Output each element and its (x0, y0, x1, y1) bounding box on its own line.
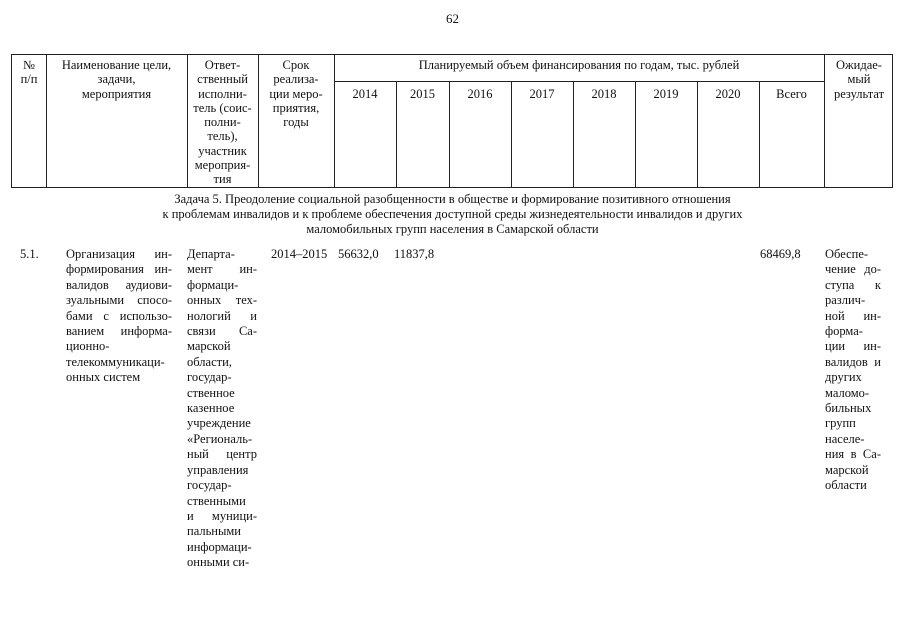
header-term: Срок реализа- ции меро- приятия, годы (269, 58, 323, 130)
row-responsible-line: учреждение (187, 416, 251, 431)
row-name-line: ванием информа- (66, 324, 172, 339)
row-result-line: валидов и (825, 354, 881, 369)
year-total: Всего (776, 87, 807, 101)
year-2015: 2015 (410, 87, 435, 101)
row-responsible (187, 247, 257, 571)
row-responsible-line: нологий и (187, 308, 257, 323)
row-result-line: различ- (825, 293, 866, 308)
year-2014: 2014 (352, 87, 378, 101)
value-total: 68469,8 (760, 247, 801, 261)
row-responsible-line: онными си- (187, 555, 250, 570)
row-result-line: форма- (825, 324, 863, 339)
task-line-2: к проблемам инвалидов и к проблеме обеспечения доступной среды жизнедеятельности инвалидов и других (162, 207, 743, 221)
row-responsible-line: Департа- (187, 247, 235, 261)
task-line-1: Задача 5. Преодоление социальной разобщенности в обществе и формирование позитивного отношения (174, 192, 731, 206)
row-result-line: других (825, 370, 862, 385)
row-result-line: Обеспе- (825, 247, 869, 261)
row-responsible-line: пальными (187, 524, 241, 539)
task-heading (0, 192, 905, 237)
row-responsible-line: марской (187, 339, 231, 354)
row-responsible-line: ственное (187, 385, 235, 400)
year-2018: 2018 (591, 87, 617, 101)
row-responsible-line: и муници- (187, 508, 257, 523)
value-2015: 11837,8 (394, 247, 435, 261)
row-result-line: маломо- (825, 385, 870, 400)
row-responsible-line: связи Са- (187, 324, 257, 339)
header-result: Ожидае- мый результат (833, 58, 885, 101)
row-result (825, 247, 881, 494)
row-responsible-line: «Региональ- (187, 431, 253, 446)
row-result-line: ной ин- (825, 308, 881, 323)
row-name-line: валидов аудиови- (66, 277, 172, 292)
row-responsible-line: ственными (187, 493, 246, 508)
row-term: 2014–2015 (271, 247, 328, 261)
row-responsible-line: онных тех- (187, 293, 257, 308)
row-result-line: населе- (825, 431, 865, 446)
row-responsible-line: мент ин- (187, 262, 257, 277)
row-name-line: зуальными спосо- (66, 293, 172, 308)
row-result-line: ступа к (825, 277, 881, 292)
year-2020: 2020 (715, 87, 741, 101)
row-responsible-line: области, (187, 354, 232, 369)
row-result-line: групп (825, 416, 856, 431)
year-2016: 2016 (467, 87, 493, 101)
year-2017: 2017 (529, 87, 555, 101)
header-responsible: Ответ- ственный исполни- тель (соис- полни- тель), участник мероприя- тия (193, 58, 252, 187)
year-2019: 2019 (653, 87, 679, 101)
row-responsible-line: казенное (187, 401, 235, 416)
row-name (66, 247, 172, 386)
table-header (11, 54, 893, 188)
row-responsible-line: формаци- (187, 277, 239, 292)
row-responsible-line: государ- (187, 370, 232, 385)
row-result-line: ния в Са- (825, 447, 881, 462)
page-number: 62 (446, 11, 459, 26)
row-name-line: онных систем (66, 370, 141, 385)
row-name-line: ционно- (66, 339, 110, 354)
row-result-line: марской (825, 462, 869, 477)
row-result-line: области (825, 478, 867, 493)
row-result-line: ции ин- (825, 339, 881, 354)
row-responsible-line: управления (187, 462, 249, 477)
row-result-line: бильных (825, 401, 872, 416)
row-name-line: телекоммуникаци- (66, 354, 165, 369)
row-responsible-line: информаци- (187, 539, 252, 554)
row-number: 5.1. (20, 247, 39, 261)
row-name-line: бами с использо- (66, 308, 172, 323)
row-result-line: чение до- (825, 262, 881, 277)
row-name-line: формирования ин- (66, 262, 172, 277)
header-funding: Планируемый объем финансирования по годам, тыс. рублей (418, 58, 740, 72)
header-num: № п/п (20, 58, 38, 87)
task-line-3: маломобильных групп населения в Самарской области (306, 222, 599, 236)
value-2014: 56632,0 (338, 247, 379, 261)
header-name: Наименование цели, задачи, мероприятия (61, 58, 172, 101)
row-responsible-line: государ- (187, 478, 232, 493)
row-name-line: Организация ин- (66, 247, 172, 261)
row-responsible-line: ный центр (187, 447, 257, 462)
